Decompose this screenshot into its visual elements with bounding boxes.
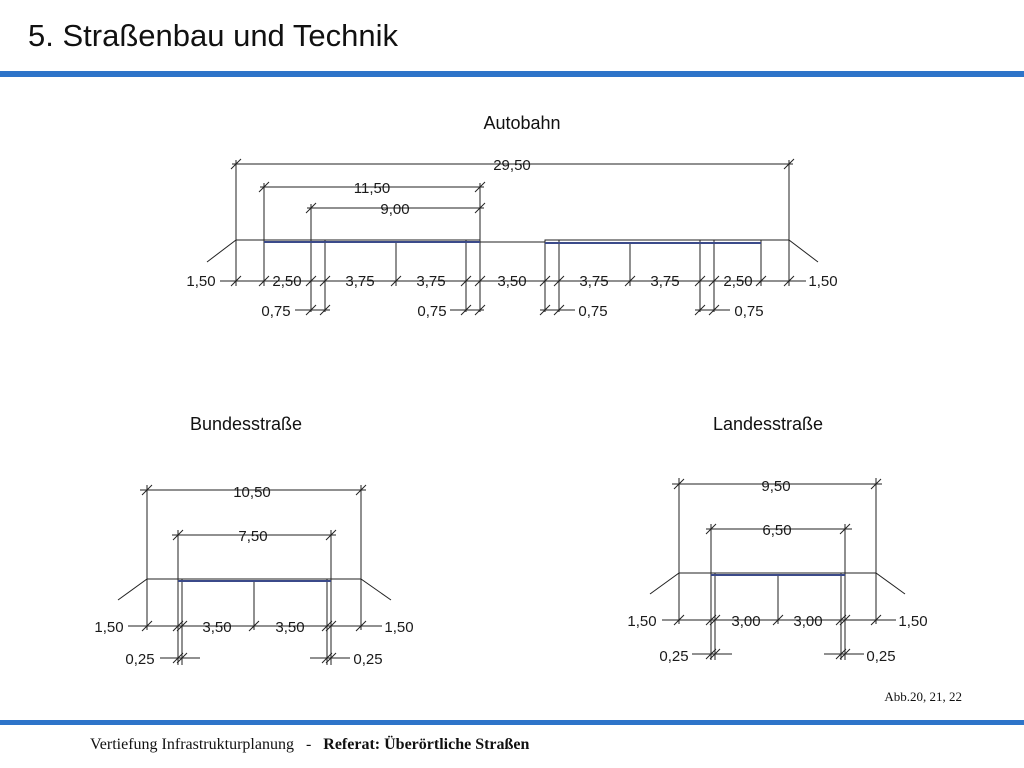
dim-small-4: 0,75 xyxy=(734,303,764,320)
dim-bottom-2: 2,50 xyxy=(272,273,302,290)
dim-total: 10,50 xyxy=(233,484,271,501)
dim-small-3: 0,75 xyxy=(578,303,608,320)
dim-small-2: 0,25 xyxy=(353,651,383,668)
dim-bottom-9: 1,50 xyxy=(808,273,838,290)
autobahn-heading: Autobahn xyxy=(483,113,561,133)
bundesstrasse-dimensions xyxy=(94,484,413,668)
footer-divider xyxy=(0,720,1024,725)
dim-small-1: 0,25 xyxy=(125,651,155,668)
dim-bottom-3: 3,00 xyxy=(793,613,823,630)
dim-bottom-7: 3,75 xyxy=(650,273,680,290)
dim-bottom-2: 3,00 xyxy=(731,613,761,630)
dim-carriageway: 7,50 xyxy=(238,528,268,545)
dim-bottom-4: 1,50 xyxy=(384,619,414,636)
dim-small-1: 0,75 xyxy=(261,303,291,320)
bundesstrasse-heading: Bundesstraße xyxy=(189,414,303,434)
dim-bottom-1: 1,50 xyxy=(627,613,657,630)
bundesstrasse-figure xyxy=(94,414,413,668)
dim-bottom-3: 3,50 xyxy=(275,619,305,636)
dim-small-1: 0,25 xyxy=(659,648,689,665)
dim-total: 29,50 xyxy=(493,157,531,174)
dim-bottom-4: 1,50 xyxy=(898,613,928,630)
footer-topic: Referat: Überörtliche Straßen xyxy=(323,736,530,753)
footer-course: Vertiefung Infrastrukturplanung xyxy=(90,736,294,753)
footer-separator: - xyxy=(305,736,312,753)
dim-small-2: 0,75 xyxy=(417,303,447,320)
figure-caption: Abb.20, 21, 22 xyxy=(884,689,962,704)
autobahn-dimensions xyxy=(186,157,837,320)
autobahn-figure xyxy=(186,113,837,320)
slide-title: 5. Straßenbau und Technik xyxy=(28,18,398,53)
landesstrasse-dimensions xyxy=(627,478,927,665)
dim-bottom-3: 3,75 xyxy=(345,273,375,290)
footer xyxy=(90,736,529,754)
dim-half: 11,50 xyxy=(353,180,391,197)
dim-bottom-1: 1,50 xyxy=(186,273,216,290)
dim-bottom-1: 1,50 xyxy=(94,619,124,636)
dim-bottom-6: 3,75 xyxy=(579,273,609,290)
dim-bottom-4: 3,75 xyxy=(416,273,446,290)
dim-bottom-8: 2,50 xyxy=(723,273,753,290)
dim-carriageway: 9,00 xyxy=(380,201,410,218)
dim-carriageway: 6,50 xyxy=(762,522,792,539)
dim-total: 9,50 xyxy=(761,478,791,495)
dim-bottom-5: 3,50 xyxy=(497,273,527,290)
landesstrasse-heading: Landesstraße xyxy=(712,414,824,434)
dim-bottom-2: 3,50 xyxy=(202,619,232,636)
dim-small-2: 0,25 xyxy=(866,648,896,665)
landesstrasse-figure xyxy=(627,414,927,665)
